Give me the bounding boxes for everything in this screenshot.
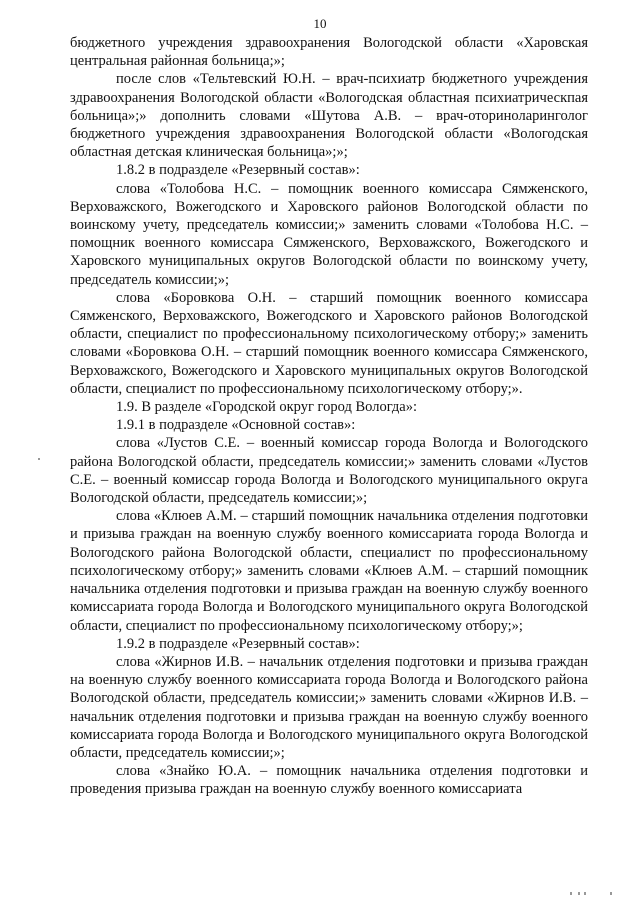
paragraph-borovkova: слова «Боровкова О.Н. – старший помощник военного комиссара Сямженского, Верховажского, Вожегодского и Харовского районов Вологодской области, специалист по профессиональному психологическому отбору;» заменить словами «Боровкова О.Н. – старший помощник военного комиссара Сямженского, Верховажского, Вожегодского и Харовского муниципальных округов Вологодской области, специалист по профессиональному психологическому отбору;».: [70, 289, 588, 397]
scan-mark: [578, 892, 580, 895]
paragraph-add-shutova: после слов «Тельтевский Ю.Н. – врач-психиатр бюджетного учреждения здравоохранения Вологодской области «Вологодская областная психиатрическпая больница»;» дополнить словами «Шутова А.В. – врач-оториноларинголог бюджетного учреждения здравоохранения Вологодской области «Вологодская областная детская клиническая больница»;»;: [70, 71, 588, 161]
scan-dot: [38, 458, 40, 460]
section-heading: 1.9. В разделе «Городской округ город Вологда»:: [116, 399, 418, 416]
subsection-heading: 1.8.2 в подразделе «Резервный состав»:: [116, 162, 360, 179]
scan-mark: [584, 892, 586, 895]
document-body: [70, 34, 588, 799]
paragraph-continuation: бюджетного учреждения здравоохранения Вологодской области «Харовская центральная районная больница;»;: [70, 35, 588, 70]
scan-marks: [566, 892, 626, 896]
subsection-heading: 1.9.1 в подразделе «Основной состав»:: [116, 417, 356, 434]
paragraph-znayko: слова «Знайко Ю.А. – помощник начальника отделения подготовки и проведения призыва граждан на военную службу военного комиссариата: [70, 763, 588, 798]
subsection-heading: 1.9.2 в подразделе «Резервный состав»:: [116, 635, 360, 652]
paragraph-zhirnov: слова «Жирнов И.В. – начальник отделения подготовки и призыва граждан на военную службу военного комиссариата города Вологда и Вологодского района Вологодской области, председатель комиссии;» заменить словами «Жирнов И.В. – начальник отделения подготовки и призыва граждан на военную службу военного комиссариата города Вологда и Вологодского муниципального округа Вологодской области, председатель комиссии;»;: [70, 653, 588, 761]
scan-mark: [610, 892, 612, 895]
paragraph-lustov: слова «Лустов С.Е. – военный комиссар города Вологда и Вологодского района Вологодской области, председатель комиссии;» заменить словами «Лустов С.Е. – военный комиссар города Вологда и Вологодского муниципального округа Вологодской области, председатель комиссии;»;: [70, 435, 588, 507]
scan-mark: [570, 892, 572, 895]
paragraph-tolobova: слова «Толобова Н.С. – помощник военного комиссара Сямженского, Верховажского, Вожегодского и Харовского районов Вологодской области по воинскому учету, председатель комиссии;» заменить словами «Толобова Н.С. – помощник военного комиссара Сямженского, Верховажского, Вожегодского и Харовского муниципальных округов Вологодской области по воинскому учету, председатель комиссии;»;: [70, 180, 588, 288]
paragraph-klyuev: слова «Клюев А.М. – старший помощник начальника отделения подготовки и призыва граждан на военную службу военного комиссариата города Вологда и Вологодского района Вологодской области, специалист по профессиональному психологическому отбору;» заменить словами «Клюев А.М. – старший помощник начальника отделения подготовки и призыва граждан на военную службу военного комиссариата города Вологда и Вологодского муниципального округа Вологодской области, специалист по профессиональному психологическому отбору;»;: [70, 508, 588, 634]
page-number: 10: [313, 16, 327, 31]
